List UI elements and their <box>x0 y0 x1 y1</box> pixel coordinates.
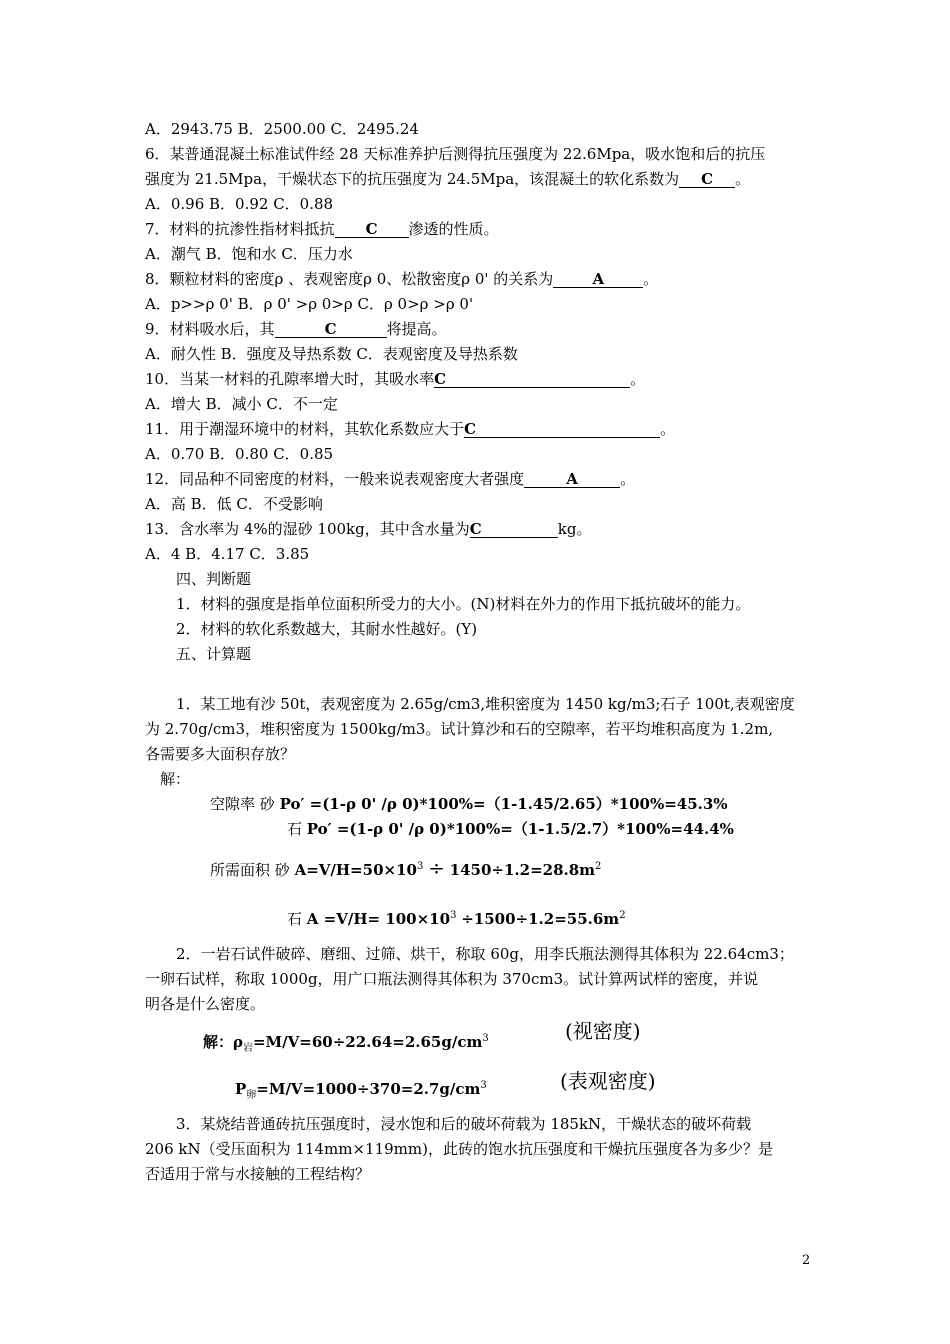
calc1-line1: 1．某工地有沙 50t，表观密度为 2.65g/cm3,堆积密度为 1450 kg/m3;石子 100t,表观密度 <box>176 695 795 713</box>
area-sand: 所需面积 砂 $A=V/H=50\times 10^3 \div 1450\div 1.2=28.8m^2$ <box>210 856 602 880</box>
q12-options: A．高 B．低 C．不受影响 <box>145 495 323 513</box>
page-number: 2 <box>802 1253 811 1268</box>
density-rock-note: (视密度) <box>565 1019 641 1043</box>
q11: 11．用于潮湿环境中的材料，其软化系数应大于C 。 <box>145 420 676 438</box>
q13-options: A．4 B．4.17 C．3.85 <box>145 545 310 563</box>
calc2-line1: 2．一岩石试件破碎、磨细、过筛、烘干，称取 60g，用李氏瓶法测得其体积为 22.64cm3； <box>176 945 794 963</box>
calc3-line1: 3．某烧结普通砖抗压强度时，浸水饱和后的破坏荷载为 185kN，干燥状态的破坏荷载 <box>176 1115 752 1133</box>
q11-options: A．0.70 B．0.80 C．0.85 <box>145 445 334 463</box>
calc3-line3: 否适用于常与水接触的工程结构？ <box>145 1165 371 1183</box>
q8: 8．颗粒材料的密度ρ 、表观密度ρ 0、松散密度ρ 0' 的关系为 A 。 <box>145 270 659 288</box>
q7: 7．材料的抗渗性指材料抵抗 C 渗透的性质。 <box>145 220 499 238</box>
q9-options: A．耐久性 B．强度及导热系数 C．表观密度及导热系数 <box>145 345 518 363</box>
q5-options: A．2943.75 B．2500.00 C．2495.24 <box>145 120 419 138</box>
calc2-line3: 明各是什么密度。 <box>145 995 266 1013</box>
q6-line1: 6．某普通混凝土标准试件经 28 天标准养护后测得抗压强度为 22.6Mpa，吸水饱和后的抗压 <box>145 145 766 163</box>
density-pebble: $P_卵=M/V=1000\div 370=2.7g/cm^3$ <box>235 1080 487 1101</box>
section-judgement-title: 四、判断题 <box>176 570 252 588</box>
q6-line2: 强度为 21.5Mpa，干燥状态下的抗压强度为 24.5Mpa，该混凝土的软化系数为 C 。 <box>145 170 751 188</box>
judgement-2: 2．材料的软化系数越大，其耐水性越好。(Y) <box>176 620 478 638</box>
calc2-line2: 一卵石试样，称取 1000g，用广口瓶法测得其体积为 370cm3。试计算两试样的密度，并说 <box>145 970 759 988</box>
solution-label: 解： <box>160 770 191 788</box>
porosity-stone: 石 Po′ =(1-ρ 0' /ρ 0)*100%=（1-1.5/2.7）*100%=44.4% <box>287 820 734 838</box>
q9: 9．材料吸水后，其 C 将提高。 <box>145 320 447 338</box>
q12: 12．同品种不同密度的材料，一般来说表观密度大者强度 A 。 <box>145 470 636 488</box>
q7-options: A．潮气 B．饱和水 C．压力水 <box>145 245 353 263</box>
area-stone: 石 $A =V/H= 100\times 10^3 \div 1500\div 1.2=55.6m^2$ <box>287 910 626 928</box>
judgement-1: 1．材料的强度是指单位面积所受力的大小。(N)材料在外力的作用下抵抗破坏的能力。 <box>176 595 751 613</box>
porosity-sand: 空隙率 砂 Po′ =(1-ρ 0' /ρ 0)*100%=（1-1.45/2.65）*100%=45.3% <box>210 795 728 813</box>
q13: 13．含水率为 4%的湿砂 100kg，其中含水量为C kg。 <box>145 520 592 538</box>
calc3-line2: 206 kN（受压面积为 114mm×119mm)，此砖的饱水抗压强度和干燥抗压强度各为多少？是 <box>145 1140 773 1158</box>
calc1-line3: 各需要多大面积存放？ <box>145 745 296 763</box>
q10-options: A．增大 B．减小 C．不一定 <box>145 395 338 413</box>
density-rock: 解：$\rho_岩=M/V=60\div 22.64=2.65g/cm^3$ <box>203 1033 489 1054</box>
q8-options: A．p>>ρ 0' B．ρ 0' >ρ 0>ρ C．ρ 0>ρ >ρ 0' <box>145 295 474 313</box>
calc1-line2: 为 2.70g/cm3，堆积密度为 1500kg/m3。试计算沙和石的空隙率，若平均堆积高度为 1.2m, <box>145 720 774 738</box>
density-pebble-note: (表观密度) <box>560 1069 656 1093</box>
section-calc-title: 五、计算题 <box>176 645 252 663</box>
q6-options: A．0.96 B．0.92 C．0.88 <box>145 195 334 213</box>
q10: 10．当某一材料的孔隙率增大时，其吸水率C 。 <box>145 370 646 388</box>
